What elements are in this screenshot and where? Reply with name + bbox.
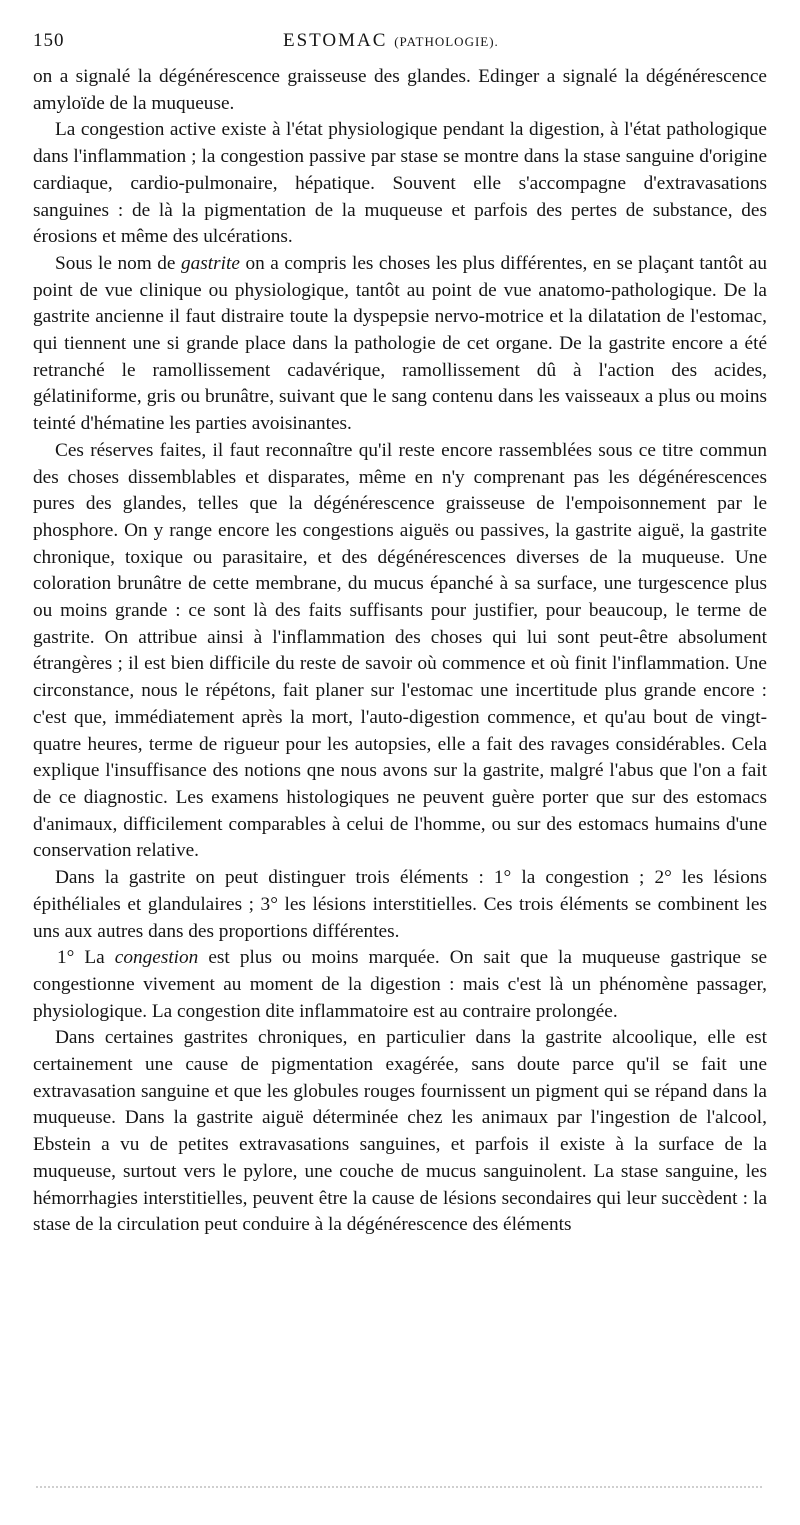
- running-head-title: ESTOMAC: [283, 30, 388, 51]
- paragraph-chronic-gastritis: Dans certaines gastrites chroniques, en particulier dans la gastrite alcoolique, elle est certainement une cause de pigmentation exagérée, sans doute parce qu'il se fait une extravasation sanguine et que les globules rouges fournissent un pigment qui se répand dans la muqueuse. Dans la gastrite aiguë déterminée chez les animaux par l'ingestion de l'alcool, Ebstein a vu de petites extravasations sanguines, et parfois il existe à la surface de la muqueuse, surtout vers le pylore, une couche de mucus sanguinolent. La stase sanguine, les hémorrhagies interstitielles, peuvent être la cause de lésions secondaires qui leur succèdent : la stase de la circulation peut conduire à la dégénérescence des éléments: [33, 1027, 767, 1236]
- paragraph-first-element: [33, 945, 767, 1025]
- page-number: 150: [33, 30, 65, 51]
- paragraph-text: Sous le nom de: [55, 252, 181, 274]
- paragraph-congestion: La congestion active existe à l'état physiologique pendant la digestion, à l'état pathologique dans l'inflammation ; la congestion passive par stase se montre dans la stase sanguine d'origine cardiaque, cardio-pulmonaire, hépatique. Souvent elle s'accompagne d'extravasations sanguines : de là la pigmentation de la muqueuse et parfois des pertes de substance, des érosions et même des ulcérations.: [33, 119, 767, 248]
- paragraph-reserves: Ces réserves faites, il faut reconnaître qu'il reste encore rassemblées sous ce titre commun des choses dissemblables et disparates, même en n'y comprenant pas les dégénérescences pures des glandes, telles que la dégénérescence graisseuse de l'empoisonnement par le phosphore. On y range encore les congestions aiguës ou passives, la gastrite aiguë, la gastrite chronique, toxique ou parasitaire, et des dégénérescences diverses de la muqueuse. Une coloration brunâtre de cette membrane, du mucus épanché à sa surface, une turgescence plus ou moins grande : ce sont là des faits suffisants pour justifier, pour beaucoup, le terme de gastrite. On attribue ainsi à l'inflammation des choses qui lui sont peut-être absolument étrangères ; il est bien difficile du reste de savoir où commence et où finit l'inflammation. Une circonstance, nous le répétons, fait planer sur l'estomac une incertitude plus grande encore : c'est que, immédiatement après la mort, l'auto-digestion commence, et qu'au bout de vingt-quatre heures, terme de rigueur pour les autopsies, elle a fait des ravages considérables. Cela explique l'insuffisance des notions qne nous avons sur la gastrite, malgré l'abus que l'on a fait de ce diagnostic. Les examens histologiques ne peuvent guère porter que sur des estomacs d'animaux, difficilement comparables à celui de l'homme, ou sur des estomacs humains d'une conservation relative.: [33, 439, 767, 862]
- paragraph-text: 1° La: [57, 947, 115, 969]
- emphasis-gastrite: gastrite: [181, 252, 240, 274]
- footer-rule: [36, 1486, 762, 1492]
- paragraph-text: on a compris les choses les plus différentes, en se plaçant tantôt au point de vue clinique ou physiologique, tantôt au point de vue anatomo-pathologique. De la gastrite ancienne il faut distraire toute la dyspepsie nervo-motrice et la dilatation de l'estomac, qui tiennent une si grande place dans la pathologie de cet organe. De la gastrite encore a été retranché le ramollissement cadavérique, ramollissement dû à l'action des acides, gélatiniforme, gris ou brunâtre, suivant que le sang contenu dans les vaisseaux a plus ou moins teinté d'hématine les parties avoisinantes.: [33, 252, 767, 435]
- paragraph-text: est plus ou moins marquée. On sait que la muqueuse gastrique se congestionne vivement au moment de la digestion : mais c'est là un phénomène passager, physiologique. La congestion dite inflammatoire est au contraire prolongée.: [33, 947, 768, 1022]
- paragraph-continuation: on a signalé la dégénérescence graisseuse des glandes. Edinger a signalé la dégénérescence amyloïde de la muqueuse.: [33, 66, 767, 114]
- document-page: [33, 30, 767, 1239]
- page-header: [33, 30, 767, 56]
- body-text: [33, 64, 767, 1239]
- emphasis-congestion: congestion: [114, 947, 199, 969]
- running-head-subtitle: (PATHOLOGIE).: [394, 34, 499, 49]
- paragraph-three-elements: Dans la gastrite on peut distinguer trois éléments : 1° la congestion ; 2° les lésions épithéliales et glandulaires ; 3° les lésions interstitielles. Ces trois éléments se combinent les uns aux autres dans des proportions différentes.: [33, 867, 767, 942]
- paragraph-gastrite-definition: [33, 251, 767, 438]
- running-head: [283, 30, 499, 52]
